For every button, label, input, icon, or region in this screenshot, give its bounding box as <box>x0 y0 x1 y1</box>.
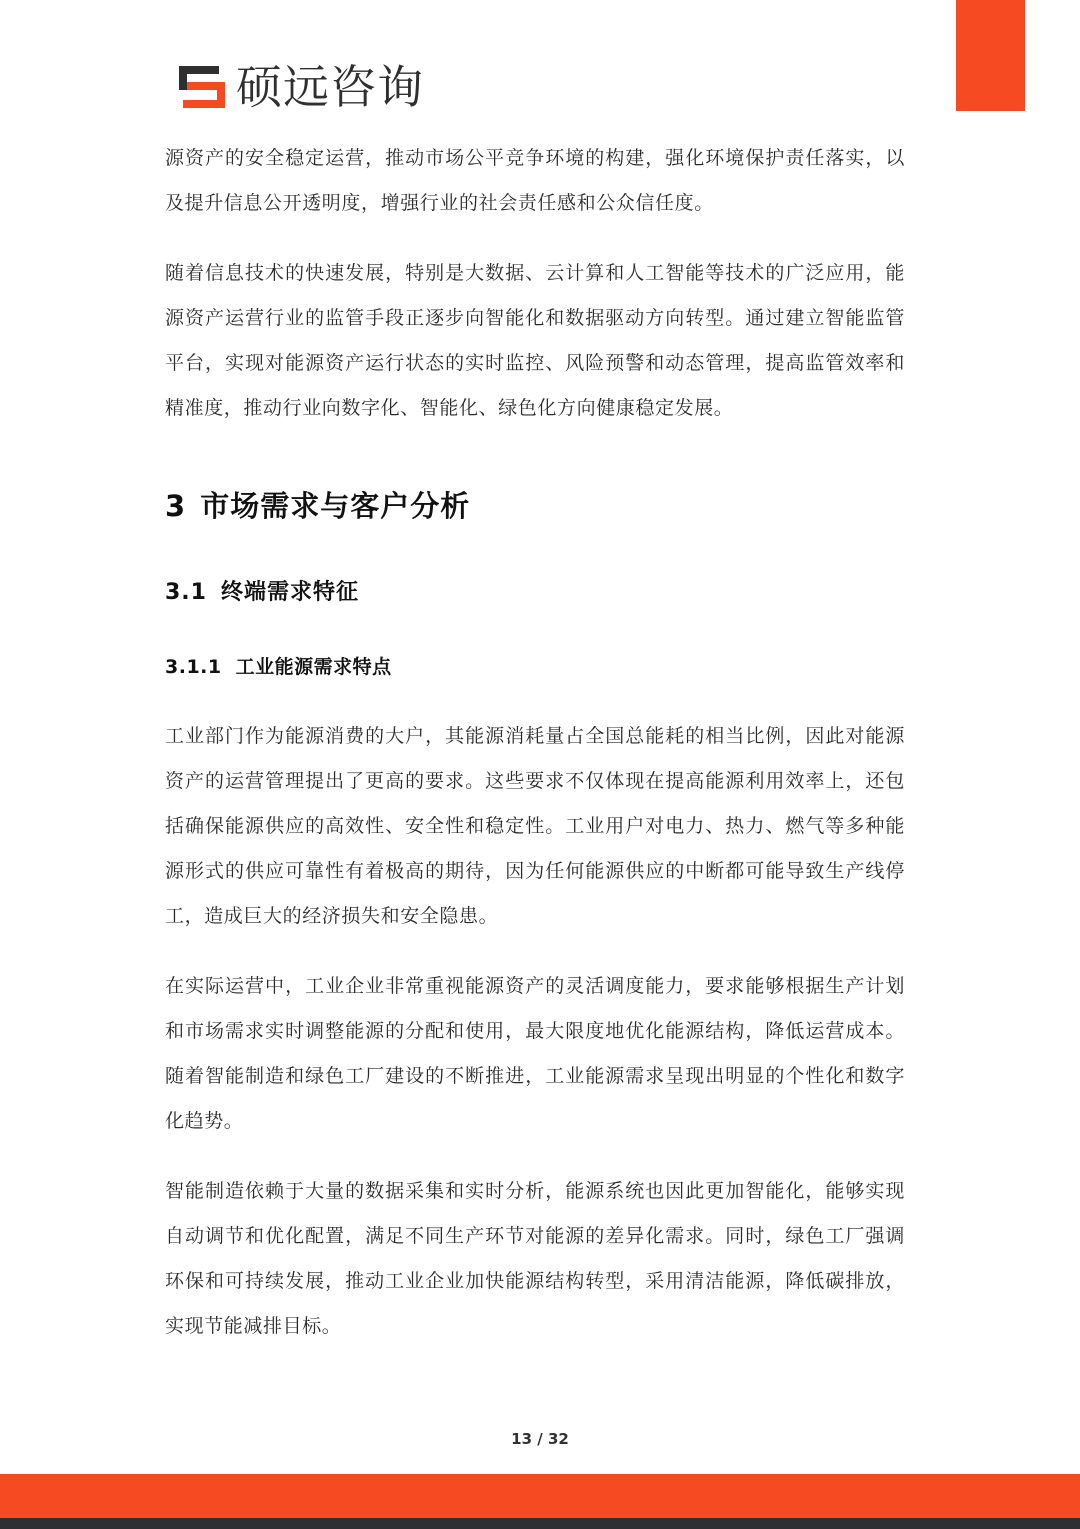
subsubsection-number: 3.1.1 <box>165 656 222 678</box>
document-body <box>165 136 905 1349</box>
corner-accent-tab <box>956 0 1025 111</box>
paragraph: 智能制造依赖于大量的数据采集和实时分析，能源系统也因此更加智能化，能够实现自动调节和优化配置，满足不同生产环节对能源的差异化需求。同时，绿色工厂强调环保和可持续发展，推动工业企业加快能源结构转型，采用清洁能源，降低碳排放，实现节能减排目标。 <box>165 1180 905 1337</box>
paragraph: 源资产的安全稳定运营，推动市场公平竞争环境的构建，强化环境保护责任落实，以及提升信息公开透明度，增强行业的社会责任感和公众信任度。 <box>165 147 905 214</box>
section-heading <box>165 481 905 531</box>
brand-s-logo-icon <box>177 62 227 112</box>
subsubsection-heading <box>165 647 905 687</box>
section-title: 市场需求与客户分析 <box>200 489 471 523</box>
footer-accent-bar <box>0 1474 1080 1518</box>
section-number: 3 <box>165 489 187 523</box>
subsubsection-title: 工业能源需求特点 <box>235 656 392 678</box>
paragraph: 随着信息技术的快速发展，特别是大数据、云计算和人工智能等技术的广泛应用，能源资产运营行业的监管手段正逐步向智能化和数据驱动方向转型。通过建立智能监管平台，实现对能源资产运行状态的实时监控、风险预警和动态管理，提高监管效率和精准度，推动行业向数字化、智能化、绿色化方向健康稳定发展。 <box>165 262 905 419</box>
logo-text: 硕远咨询 <box>236 60 424 114</box>
page-number: 13 / 32 <box>511 1430 569 1448</box>
footer-dark-strip <box>0 1518 1080 1529</box>
subsection-title: 终端需求特征 <box>220 580 359 605</box>
paragraph: 在实际运营中，工业企业非常重视能源资产的灵活调度能力，要求能够根据生产计划和市场需求实时调整能源的分配和使用，最大限度地优化能源结构，降低运营成本。随着智能制造和绿色工厂建设的不断推进，工业能源需求呈现出明显的个性化和数字化趋势。 <box>165 975 905 1132</box>
subsection-number: 3.1 <box>165 580 207 605</box>
company-logo <box>177 62 424 112</box>
paragraph: 工业部门作为能源消费的大户，其能源消耗量占全国总能耗的相当比例，因此对能源资产的运营管理提出了更高的要求。这些要求不仅体现在提高能源利用效率上，还包括确保能源供应的高效性、安全性和稳定性。工业用户对电力、热力、燃气等多种能源形式的供应可靠性有着极高的期待，因为任何能源供应的中断都可能导致生产线停工，造成巨大的经济损失和安全隐患。 <box>165 725 905 927</box>
subsection-heading <box>165 573 905 613</box>
